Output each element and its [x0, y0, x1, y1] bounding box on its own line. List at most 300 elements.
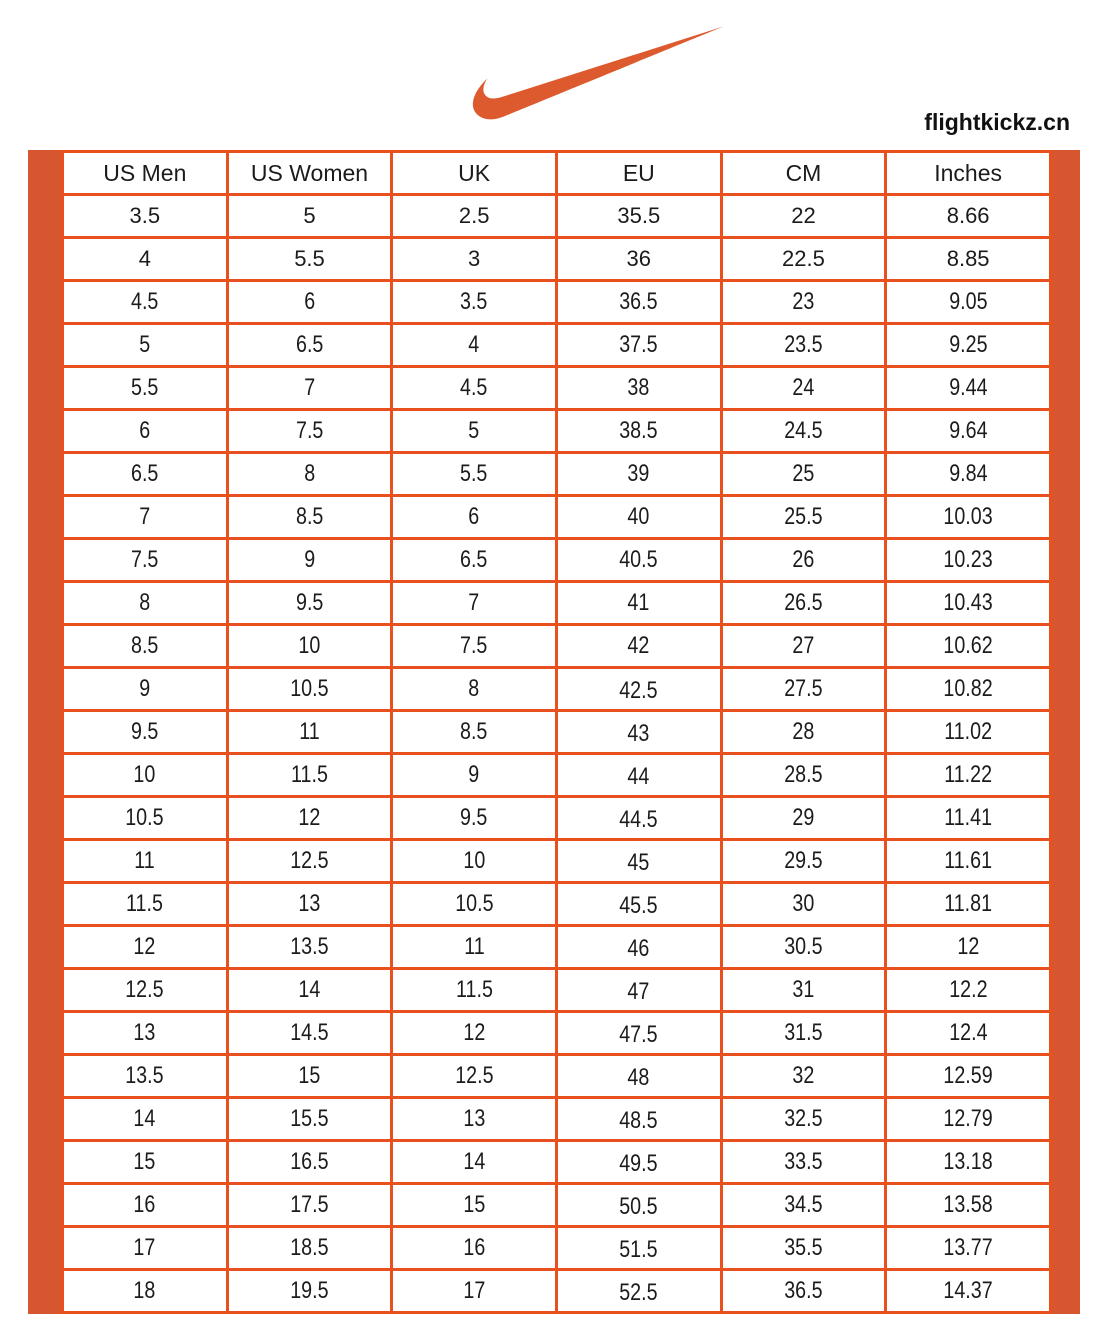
cell-value: 11.81 — [944, 890, 993, 917]
left-accent-bar — [28, 150, 61, 1314]
table-cell — [63, 711, 228, 754]
cell-value: 7.5 — [460, 632, 488, 659]
table-cell — [227, 281, 392, 324]
cell-value: 2.5 — [458, 202, 490, 228]
size-conversion-table — [61, 150, 1052, 1314]
cell-value: 5.5 — [460, 460, 488, 487]
table-cell — [392, 496, 557, 539]
cell-value: 13.77 — [943, 1234, 993, 1261]
table-row — [63, 1055, 1051, 1098]
table-cell — [886, 1141, 1051, 1184]
table-cell — [556, 668, 721, 711]
table-cell — [556, 367, 721, 410]
table-cell — [392, 840, 557, 883]
table-row — [63, 625, 1051, 668]
table-cell — [63, 754, 228, 797]
table-cell — [227, 367, 392, 410]
table-cell — [556, 969, 721, 1012]
cell-value: 10.5 — [454, 890, 494, 917]
cell-value: 12.59 — [943, 1062, 993, 1089]
table-cell — [886, 410, 1051, 453]
column-header-us-men — [63, 152, 228, 195]
cell-value: 9.5 — [295, 589, 324, 616]
cell-value: 7.5 — [131, 546, 159, 573]
cell-value: 9.44 — [948, 374, 988, 401]
table-header — [63, 152, 1051, 195]
table-cell — [63, 668, 228, 711]
cell-value: 9.25 — [948, 331, 988, 358]
cell-value: 11.41 — [944, 804, 993, 831]
table-row — [63, 797, 1051, 840]
table-cell — [886, 1055, 1051, 1098]
table-cell — [886, 883, 1051, 926]
table-cell — [63, 840, 228, 883]
cell-value: 52.5 — [619, 1278, 658, 1306]
table-cell — [886, 1270, 1051, 1313]
table-cell — [556, 582, 721, 625]
table-cell — [63, 969, 228, 1012]
cell-value: 13.58 — [943, 1191, 993, 1218]
cell-value: 12 — [463, 1019, 486, 1046]
table-row — [63, 1184, 1051, 1227]
table-cell — [721, 1055, 886, 1098]
table-cell — [392, 754, 557, 797]
cell-value: 12 — [298, 804, 321, 831]
cell-value: 6.5 — [295, 331, 324, 358]
table-cell — [556, 754, 721, 797]
table-cell — [392, 539, 557, 582]
table-cell — [227, 840, 392, 883]
table-cell — [63, 324, 228, 367]
cell-value: 16 — [133, 1191, 156, 1218]
cell-value: 8.5 — [460, 718, 488, 745]
cell-value: 26 — [792, 546, 815, 573]
table-cell — [227, 1270, 392, 1313]
cell-value: 10 — [463, 847, 486, 874]
cell-value: 12.79 — [943, 1105, 993, 1132]
cell-value: 17 — [463, 1277, 486, 1304]
table-cell — [227, 1055, 392, 1098]
table-cell — [721, 453, 886, 496]
cell-value: 36 — [626, 245, 652, 271]
table-cell — [721, 1184, 886, 1227]
cell-value: 7 — [303, 374, 315, 401]
cell-value: 27 — [792, 632, 815, 659]
cell-value: 10.03 — [943, 503, 993, 530]
cell-value: 15.5 — [290, 1105, 329, 1132]
table-cell — [63, 883, 228, 926]
table-cell — [556, 1055, 721, 1098]
table-row — [63, 582, 1051, 625]
cell-value: 32 — [792, 1062, 815, 1089]
table-cell — [886, 1012, 1051, 1055]
cell-value: 6.5 — [131, 460, 159, 487]
cell-value: 30.5 — [784, 933, 823, 960]
cell-value: 11.22 — [944, 761, 993, 788]
cell-value: 11.5 — [126, 890, 164, 917]
table-cell — [886, 539, 1051, 582]
cell-value: 42 — [627, 632, 650, 659]
table-cell — [556, 1184, 721, 1227]
cell-value: 23 — [792, 288, 815, 315]
cell-value: 25 — [792, 460, 815, 487]
table-cell — [886, 1227, 1051, 1270]
table-cell — [886, 926, 1051, 969]
cell-value: 13 — [463, 1105, 486, 1132]
cell-value: 42.5 — [619, 676, 658, 704]
size-chart — [28, 150, 1080, 1314]
table-cell — [721, 1227, 886, 1270]
table-cell — [556, 797, 721, 840]
table-cell — [556, 281, 721, 324]
table-cell — [556, 410, 721, 453]
table-cell — [886, 496, 1051, 539]
cell-value: 11.02 — [944, 718, 993, 745]
table-cell — [392, 324, 557, 367]
table-cell — [227, 410, 392, 453]
table-row — [63, 840, 1051, 883]
cell-value: 8.85 — [946, 245, 990, 271]
table-cell — [63, 1098, 228, 1141]
cell-value: 13.5 — [125, 1062, 164, 1089]
table-row — [63, 1270, 1051, 1313]
table-row — [63, 539, 1051, 582]
column-header-uk — [392, 152, 557, 195]
table-cell — [63, 1055, 228, 1098]
table-cell — [63, 1141, 228, 1184]
table-cell — [392, 582, 557, 625]
table-cell — [886, 668, 1051, 711]
table-cell — [392, 1012, 557, 1055]
table-cell — [63, 582, 228, 625]
table-cell — [721, 883, 886, 926]
cell-value: 28 — [792, 718, 815, 745]
right-accent-bar — [1052, 150, 1080, 1314]
table-cell — [392, 367, 557, 410]
cell-value: 7 — [139, 503, 151, 530]
table-cell — [63, 367, 228, 410]
cell-value: 34.5 — [784, 1191, 823, 1218]
table-row — [63, 496, 1051, 539]
cell-value: 18.5 — [290, 1234, 329, 1261]
cell-value: 32.5 — [784, 1105, 823, 1132]
table-cell — [556, 453, 721, 496]
cell-value: 37.5 — [619, 331, 658, 358]
cell-value: 44 — [627, 762, 650, 790]
table-row — [63, 883, 1051, 926]
cell-value: 9.5 — [131, 718, 159, 745]
cell-value: 8 — [303, 460, 315, 487]
table-body — [63, 195, 1051, 1313]
table-cell — [227, 1227, 392, 1270]
table-cell — [556, 496, 721, 539]
cell-value: 4.5 — [131, 288, 159, 315]
table-cell — [227, 711, 392, 754]
table-cell — [63, 496, 228, 539]
column-header-label: Inches — [934, 159, 1003, 186]
column-header-label: US Men — [103, 159, 187, 186]
table-cell — [392, 969, 557, 1012]
table-cell — [392, 1141, 557, 1184]
table-cell — [227, 1141, 392, 1184]
table-cell — [63, 238, 228, 281]
cell-value: 4 — [468, 331, 480, 358]
cell-value: 9.5 — [460, 804, 488, 831]
cell-value: 31.5 — [784, 1019, 823, 1046]
cell-value: 47.5 — [619, 1020, 658, 1048]
cell-value: 9 — [303, 546, 315, 573]
cell-value: 13.5 — [290, 933, 329, 960]
table-row — [63, 1012, 1051, 1055]
table-row — [63, 324, 1051, 367]
table-row — [63, 969, 1051, 1012]
table-cell — [392, 668, 557, 711]
cell-value: 8.5 — [131, 632, 159, 659]
column-header-inches — [886, 152, 1051, 195]
table-cell — [392, 1098, 557, 1141]
table-row — [63, 195, 1051, 238]
table-cell — [721, 238, 886, 281]
table-cell — [227, 324, 392, 367]
cell-value: 17.5 — [290, 1191, 329, 1218]
table-cell — [886, 969, 1051, 1012]
watermark-text: flightkickz.cn — [924, 109, 1070, 135]
table-cell — [886, 1098, 1051, 1141]
table-cell — [556, 625, 721, 668]
table-cell — [721, 797, 886, 840]
cell-value: 3.5 — [460, 288, 488, 315]
table-cell — [227, 1098, 392, 1141]
table-cell — [63, 539, 228, 582]
nike-swoosh-icon — [450, 26, 724, 120]
table-cell — [392, 1184, 557, 1227]
table-cell — [63, 453, 228, 496]
cell-value: 13 — [133, 1019, 156, 1046]
table-cell — [227, 1012, 392, 1055]
table-cell — [227, 539, 392, 582]
cell-value: 8 — [468, 675, 480, 702]
table-cell — [392, 1227, 557, 1270]
table-cell — [721, 539, 886, 582]
column-header-eu — [556, 152, 721, 195]
table-cell — [63, 1184, 228, 1227]
cell-value: 8.66 — [946, 202, 990, 228]
cell-value: 12.2 — [948, 976, 988, 1003]
cell-value: 45 — [627, 848, 650, 876]
table-cell — [721, 367, 886, 410]
cell-value: 24.5 — [784, 417, 823, 444]
table-cell — [721, 410, 886, 453]
cell-value: 49.5 — [619, 1149, 658, 1177]
table-cell — [556, 883, 721, 926]
table-cell — [392, 711, 557, 754]
table-cell — [227, 883, 392, 926]
header-row — [63, 152, 1051, 195]
table-cell — [227, 754, 392, 797]
table-cell — [556, 1141, 721, 1184]
table-cell — [721, 324, 886, 367]
table-cell — [63, 1012, 228, 1055]
cell-value: 36.5 — [784, 1277, 823, 1304]
cell-value: 19.5 — [290, 1277, 329, 1304]
cell-value: 31 — [792, 976, 815, 1003]
table-cell — [721, 668, 886, 711]
cell-value: 27.5 — [784, 675, 823, 702]
cell-value: 7.5 — [295, 417, 324, 444]
table-cell — [392, 453, 557, 496]
cell-value: 28.5 — [784, 761, 823, 788]
table-cell — [227, 453, 392, 496]
table-row — [63, 1098, 1051, 1141]
table-cell — [721, 582, 886, 625]
cell-value: 10.43 — [943, 589, 993, 616]
cell-value: 3.5 — [129, 202, 161, 228]
table-cell — [886, 367, 1051, 410]
table-cell — [227, 238, 392, 281]
table-cell — [392, 883, 557, 926]
cell-value: 15 — [463, 1191, 486, 1218]
cell-value: 11 — [463, 933, 485, 960]
cell-value: 40.5 — [619, 546, 658, 573]
table-cell — [556, 1098, 721, 1141]
table-cell — [721, 969, 886, 1012]
cell-value: 11.61 — [944, 847, 993, 874]
table-cell — [556, 1270, 721, 1313]
cell-value: 5 — [303, 202, 316, 228]
cell-value: 6 — [139, 417, 151, 444]
cell-value: 22 — [791, 202, 816, 228]
table-cell — [556, 238, 721, 281]
table-row — [63, 1227, 1051, 1270]
cell-value: 23.5 — [784, 331, 823, 358]
table-cell — [886, 195, 1051, 238]
table-row — [63, 238, 1051, 281]
cell-value: 5.5 — [294, 245, 325, 271]
table-cell — [886, 582, 1051, 625]
table-cell — [63, 195, 228, 238]
cell-value: 6 — [468, 503, 480, 530]
cell-value: 36.5 — [619, 288, 658, 315]
cell-value: 10.82 — [943, 675, 993, 702]
cell-value: 14 — [298, 976, 321, 1003]
cell-value: 47 — [627, 977, 650, 1005]
cell-value: 14 — [463, 1148, 486, 1175]
table-cell — [227, 582, 392, 625]
cell-value: 9 — [139, 675, 151, 702]
cell-value: 5 — [468, 417, 480, 444]
table-cell — [556, 324, 721, 367]
cell-value: 10.23 — [943, 546, 993, 573]
table-cell — [721, 840, 886, 883]
cell-value: 35.5 — [617, 202, 661, 228]
cell-value: 8 — [139, 589, 151, 616]
table-cell — [227, 926, 392, 969]
table-row — [63, 281, 1051, 324]
column-header-label: CM — [785, 159, 822, 186]
cell-value: 30 — [792, 890, 815, 917]
cell-value: 9.84 — [948, 460, 988, 487]
table-row — [63, 711, 1051, 754]
table-cell — [886, 453, 1051, 496]
cell-value: 10.5 — [125, 804, 164, 831]
table-cell — [886, 1184, 1051, 1227]
cell-value: 12 — [133, 933, 156, 960]
table-cell — [721, 754, 886, 797]
cell-value: 10 — [298, 632, 321, 659]
table-cell — [886, 711, 1051, 754]
table-cell — [886, 625, 1051, 668]
column-header-cm — [721, 152, 886, 195]
table-cell — [721, 1098, 886, 1141]
cell-value: 43 — [627, 719, 650, 747]
table-cell — [556, 926, 721, 969]
table-cell — [886, 754, 1051, 797]
cell-value: 9.64 — [948, 417, 988, 444]
cell-value: 51.5 — [619, 1235, 658, 1263]
cell-value: 29 — [792, 804, 815, 831]
table-row — [63, 754, 1051, 797]
table-cell — [721, 1270, 886, 1313]
cell-value: 45.5 — [619, 891, 658, 919]
table-cell — [227, 496, 392, 539]
cell-value: 29.5 — [784, 847, 823, 874]
table-cell — [886, 797, 1051, 840]
cell-value: 14.37 — [943, 1277, 993, 1304]
table-cell — [886, 324, 1051, 367]
table-cell — [886, 238, 1051, 281]
table-cell — [63, 410, 228, 453]
cell-value: 39 — [627, 460, 650, 487]
table-row — [63, 453, 1051, 496]
cell-value: 33.5 — [784, 1148, 823, 1175]
cell-value: 10 — [133, 761, 156, 788]
column-header-label: UK — [458, 159, 491, 186]
table-cell — [63, 1227, 228, 1270]
table-cell — [392, 281, 557, 324]
table-cell — [886, 281, 1051, 324]
cell-value: 26.5 — [784, 589, 823, 616]
cell-value: 22.5 — [782, 245, 825, 271]
table-row — [63, 668, 1051, 711]
column-header-us-women — [227, 152, 392, 195]
table-row — [63, 1141, 1051, 1184]
table-cell — [63, 625, 228, 668]
cell-value: 11.5 — [291, 761, 328, 788]
cell-value: 44.5 — [619, 805, 658, 833]
cell-value: 5.5 — [131, 374, 159, 401]
table-cell — [63, 1270, 228, 1313]
cell-value: 13 — [298, 890, 321, 917]
table-cell — [392, 1055, 557, 1098]
cell-value: 12.5 — [125, 976, 164, 1003]
table-cell — [227, 668, 392, 711]
table-cell — [721, 281, 886, 324]
cell-value: 46 — [627, 934, 650, 962]
cell-value: 40 — [627, 503, 650, 530]
cell-value: 9.05 — [948, 288, 988, 315]
cell-value: 4.5 — [460, 374, 488, 401]
cell-value: 35.5 — [784, 1234, 823, 1261]
table-row — [63, 926, 1051, 969]
cell-value: 5 — [139, 331, 151, 358]
cell-value: 25.5 — [784, 503, 823, 530]
table-cell — [556, 195, 721, 238]
cell-value: 4 — [138, 245, 151, 271]
cell-value: 6 — [303, 288, 315, 315]
table-cell — [721, 195, 886, 238]
table-row — [63, 410, 1051, 453]
cell-value: 10.62 — [943, 632, 993, 659]
